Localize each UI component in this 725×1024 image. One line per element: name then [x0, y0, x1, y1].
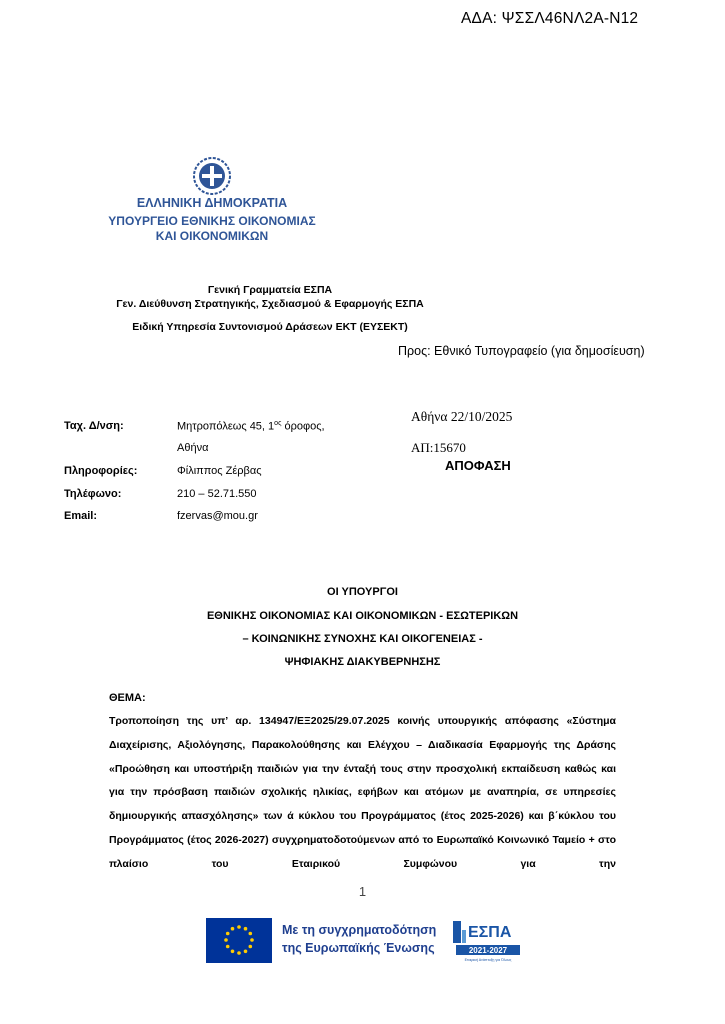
address-floor: όροφος, — [281, 420, 325, 433]
subject-text: Τροποποίηση της υπ’ αρ. 134947/ΕΞ2025/29.07.2025 κοινής υπουργικής απόφασης «Σύστημα Διαχείρισης, Αξιολόγησης, Παρακολούθησης και Ελέγχου – Διαδικασία Εφαρμογής της Δράσης «Προώθηση και υποστήριξη παιδιών για την ένταξή τους στην προσχολική εκπαίδευση καθώς και για την πρόσβαση παιδιών σχολικής ηλικίας, εφήβων και ατόμων με αναπηρία, σε υπηρεσίες δημιουργικής απασχόλησης» των ά κύκλου του Προγράμματος (έτος 2025-2026) και β΄κύκλου του Προγράμματος (έτος 2026-2027) συγχρηματοδοτούμενων από το Ευρωπαϊκό Κοινωνικό Ταμείο + στο πλαίσιο του Εταιρικού Συμφώνου για την — [109, 715, 616, 870]
funding-text-2: της Ευρωπαϊκής Ένωσης — [282, 941, 435, 955]
address-label: Ταχ. Δ/νση: — [64, 420, 124, 432]
espa-logo — [452, 917, 522, 963]
ministers-line: ΕΘΝΙΚΗΣ ΟΙΚΟΝΟΜΙΑΣ ΚΑΙ ΟΙΚΟΝΟΜΙΚΩΝ - ΕΣΩΤΕΡΙΚΩΝ — [206, 610, 519, 622]
protocol-number: ΑΠ:15670 — [411, 440, 466, 455]
espa-tagline: Εταιρική Ανάπτυξη για Όλους — [464, 958, 512, 962]
info-label: Πληροφορίες: — [64, 465, 138, 477]
greek-emblem-icon — [192, 156, 232, 196]
eu-flag-icon — [206, 918, 272, 963]
ministers-heading: ΟΙ ΥΠΟΥΡΓΟΙ — [327, 586, 398, 598]
email-value[interactable]: fzervas@mou.gr — [177, 510, 258, 522]
phone-label: Τηλέφωνο: — [64, 488, 122, 500]
address-floor-suffix: ος — [274, 420, 282, 427]
address-street: Μητροπόλεως 45, 1 — [177, 420, 275, 433]
subject-label: ΘΕΜΑ: — [109, 692, 146, 704]
service-line: Ειδική Υπηρεσία Συντονισμού Δράσεων ΕΚΤ (ΕΥΣΕΚΤ) — [132, 321, 408, 333]
ministry-title-2: ΚΑΙ ΟΙΚΟΝΟΜΙΚΩΝ — [155, 229, 269, 243]
address-value — [177, 420, 325, 433]
ministers-line: ΨΗΦΙΑΚΗΣ ΔΙΑΚΥΒΕΡΝΗΣΗΣ — [284, 656, 441, 668]
phone-value: 210 – 52.71.550 — [177, 488, 257, 500]
recipient: Προς: Εθνικό Τυπογραφείο (για δημοσίευση) — [398, 344, 645, 358]
directorate-line: Γεν. Διεύθυνση Στρατηγικής, Σχεδιασμού & Εφαρμογής ΕΣΠΑ — [116, 298, 424, 310]
info-value: Φίλιππος Ζέρβας — [177, 465, 262, 477]
place-date: Αθήνα 22/10/2025 — [411, 409, 513, 424]
decision-title: ΑΠΟΦΑΣΗ — [445, 458, 511, 473]
ada-code: ΑΔΑ: ΨΣΣΛ46ΝΛ2Α-Ν12 — [461, 10, 639, 27]
secretariat-line: Γενική Γραμματεία ΕΣΠΑ — [207, 284, 333, 296]
ministers-line: – ΚΟΙΝΩΝΙΚΗΣ ΣΥΝΟΧΗΣ ΚΑΙ ΟΙΚΟΓΕΝΕΙΑΣ - — [242, 633, 483, 645]
address-city: Αθήνα — [177, 442, 209, 454]
funding-text: Με τη συγχρηματοδότηση — [282, 923, 437, 937]
republic-title: ΕΛΛΗΝΙΚΗ ΔΗΜΟΚΡΑΤΙΑ — [136, 196, 288, 210]
espa-years: 2021-2027 — [468, 946, 508, 955]
page-number: 1 — [358, 884, 367, 899]
ministry-title: ΥΠΟΥΡΓΕΙΟ ΕΘΝΙΚΗΣ ΟΙΚΟΝΟΜΙΑΣ — [108, 214, 316, 228]
espa-title: ΕΣΠΑ — [468, 924, 512, 941]
email-label: Email: — [64, 510, 98, 522]
